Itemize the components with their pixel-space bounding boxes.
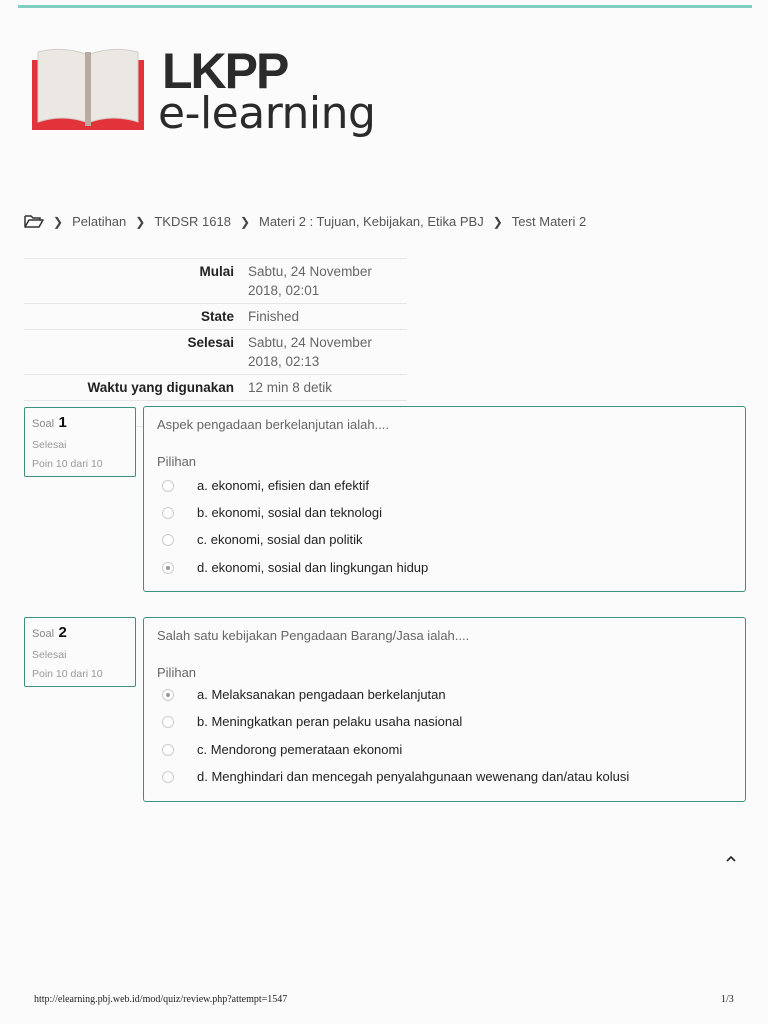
summary-label: Mulai [199,264,234,279]
logo-title: LKPP [162,43,288,99]
radio-button[interactable] [162,716,174,728]
question-status: Selesai [32,649,67,661]
breadcrumb-pelatihan[interactable]: Pelatihan [72,214,127,229]
radio-button[interactable] [162,534,174,546]
summary-label: Waktu yang digunakan [87,380,234,395]
option-c[interactable] [162,532,362,547]
summary-row-mulai [24,259,407,304]
summary-label: State [200,309,234,324]
options-label: Pilihan [157,454,197,469]
option-text: d. ekonomi, sosial dan lingkungan hidup [197,560,429,575]
option-a[interactable] [162,687,446,702]
question-text: Salah satu kebijakan Pengadaan Barang/Jasa ialah.... [157,628,470,643]
attempt-summary-table [24,258,407,427]
book-logo-icon [30,46,148,134]
radio-button[interactable] [162,507,174,519]
folder-open-icon[interactable] [24,214,44,229]
footer-url: http://elearning.pbj.web.id/mod/quiz/review.php?attempt=1547 [34,994,288,1005]
breadcrumb-quiz[interactable]: Test Materi 2 [511,214,587,229]
question-number: 2 [58,624,67,641]
question-number: 1 [58,414,67,431]
option-d[interactable] [162,560,428,575]
soal-label: Soal [32,628,55,640]
option-d[interactable] [162,769,629,784]
radio-button[interactable] [162,744,174,756]
option-text: a. ekonomi, efisien dan efektif [197,478,369,493]
footer-page-number: 1/3 [721,994,734,1005]
option-text: b. Meningkatkan peran pelaku usaha nasional [197,714,463,729]
top-divider [18,5,752,8]
summary-value: 12 min 8 detik [248,380,333,395]
chevron-right-icon: ❯ [239,214,250,229]
chevron-right-icon: ❯ [135,214,146,229]
question-box-2 [143,617,746,802]
option-text: a. Melaksanakan pengadaan berkelanjutan [197,687,446,702]
radio-button[interactable] [162,480,174,492]
summary-label: Selesai [187,335,234,350]
option-a[interactable] [162,478,369,493]
chevron-right-icon: ❯ [492,214,503,229]
option-b[interactable] [162,714,462,729]
question-box-1 [143,406,746,592]
option-b[interactable] [162,505,382,520]
radio-button[interactable] [162,771,174,783]
radio-button-selected[interactable] [162,689,174,701]
chevron-up-icon[interactable] [724,854,738,864]
lkpp-logo[interactable] [30,43,410,146]
option-text: d. Menghindari dan mencegah penyalahgunaan wewenang dan/atau kolusi [197,769,630,784]
breadcrumb-section[interactable]: Materi 2 : Tujuan, Kebijakan, Etika PBJ [259,214,484,229]
chevron-right-icon: ❯ [53,214,64,229]
breadcrumb-course[interactable]: TKDSR 1618 [154,214,231,229]
question-points: Poin 10 dari 10 [32,668,103,680]
radio-button-selected[interactable] [162,562,174,574]
option-c[interactable] [162,742,402,757]
summary-row-selesai [24,330,407,375]
question-info-2 [24,617,136,687]
breadcrumb [24,214,586,229]
summary-value: Sabtu, 24 November 2018, 02:13 [248,335,372,369]
summary-value: Sabtu, 24 November 2018, 02:01 [248,264,372,298]
question-status: Selesai [32,439,67,451]
option-text: c. Mendorong pemerataan ekonomi [197,742,403,757]
soal-label: Soal [32,418,55,430]
option-text: c. ekonomi, sosial dan politik [197,532,363,547]
options-label: Pilihan [157,665,197,680]
question-info-1 [24,407,136,477]
summary-row-waktu [24,375,407,401]
option-text: b. ekonomi, sosial dan teknologi [197,505,383,520]
question-text: Aspek pengadaan berkelanjutan ialah.... [157,417,390,432]
summary-row-state [24,304,407,330]
summary-value: Finished [248,309,300,324]
logo-subtitle: e-learning [158,88,376,139]
question-points: Poin 10 dari 10 [32,458,103,470]
